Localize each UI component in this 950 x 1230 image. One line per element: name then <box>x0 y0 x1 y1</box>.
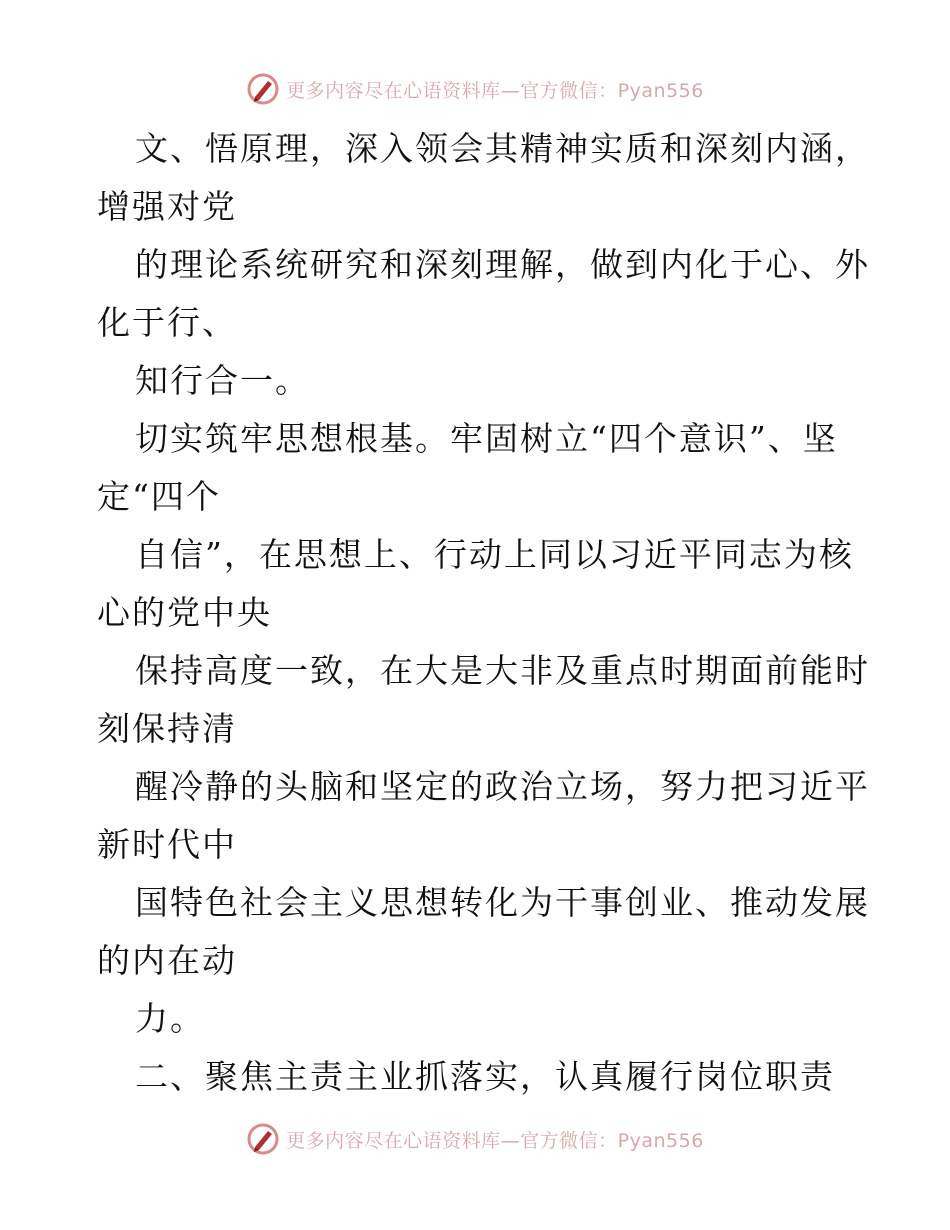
body-line: 保持高度一致，在大是大非及重点时期面前能时 <box>135 651 870 690</box>
body-line: 化于行、 <box>97 303 237 342</box>
body-line: 增强对党 <box>97 187 237 226</box>
body-line: 力。 <box>135 999 205 1038</box>
body-line: 切实筑牢思想根基。牢固树立“四个意识”、坚 <box>135 419 838 458</box>
body-line: 定“四个 <box>97 477 221 516</box>
section-heading: 二、聚焦主责主业抓落实，认真履行岗位职责 <box>135 1057 835 1096</box>
body-line: 自信”，在思想上、行动上同以习近平同志为核 <box>135 535 854 574</box>
body-line: 的内在动 <box>97 941 237 980</box>
document-body <box>97 120 870 1106</box>
footer-banner <box>0 1122 950 1156</box>
pen-circle-logo-icon <box>246 72 280 106</box>
body-line: 新时代中 <box>97 825 237 864</box>
body-line: 文、悟原理，深入领会其精神实质和深刻内涵， <box>135 129 870 168</box>
body-line: 心的党中央 <box>97 593 272 632</box>
body-line: 知行合一。 <box>135 361 310 400</box>
pen-circle-logo-icon <box>246 1122 280 1156</box>
header-banner <box>0 72 950 106</box>
header-banner-text: 更多内容尽在心语资料库—官方微信：Pyan556 <box>286 79 704 102</box>
body-line: 刻保持清 <box>97 709 237 748</box>
footer-banner-text: 更多内容尽在心语资料库—官方微信：Pyan556 <box>286 1129 704 1152</box>
body-line: 的理论系统研究和深刻理解，做到内化于心、外 <box>135 245 870 284</box>
body-line: 醒冷静的头脑和坚定的政治立场，努力把习近平 <box>135 767 870 806</box>
body-line: 国特色社会主义思想转化为干事创业、推动发展 <box>135 883 870 922</box>
